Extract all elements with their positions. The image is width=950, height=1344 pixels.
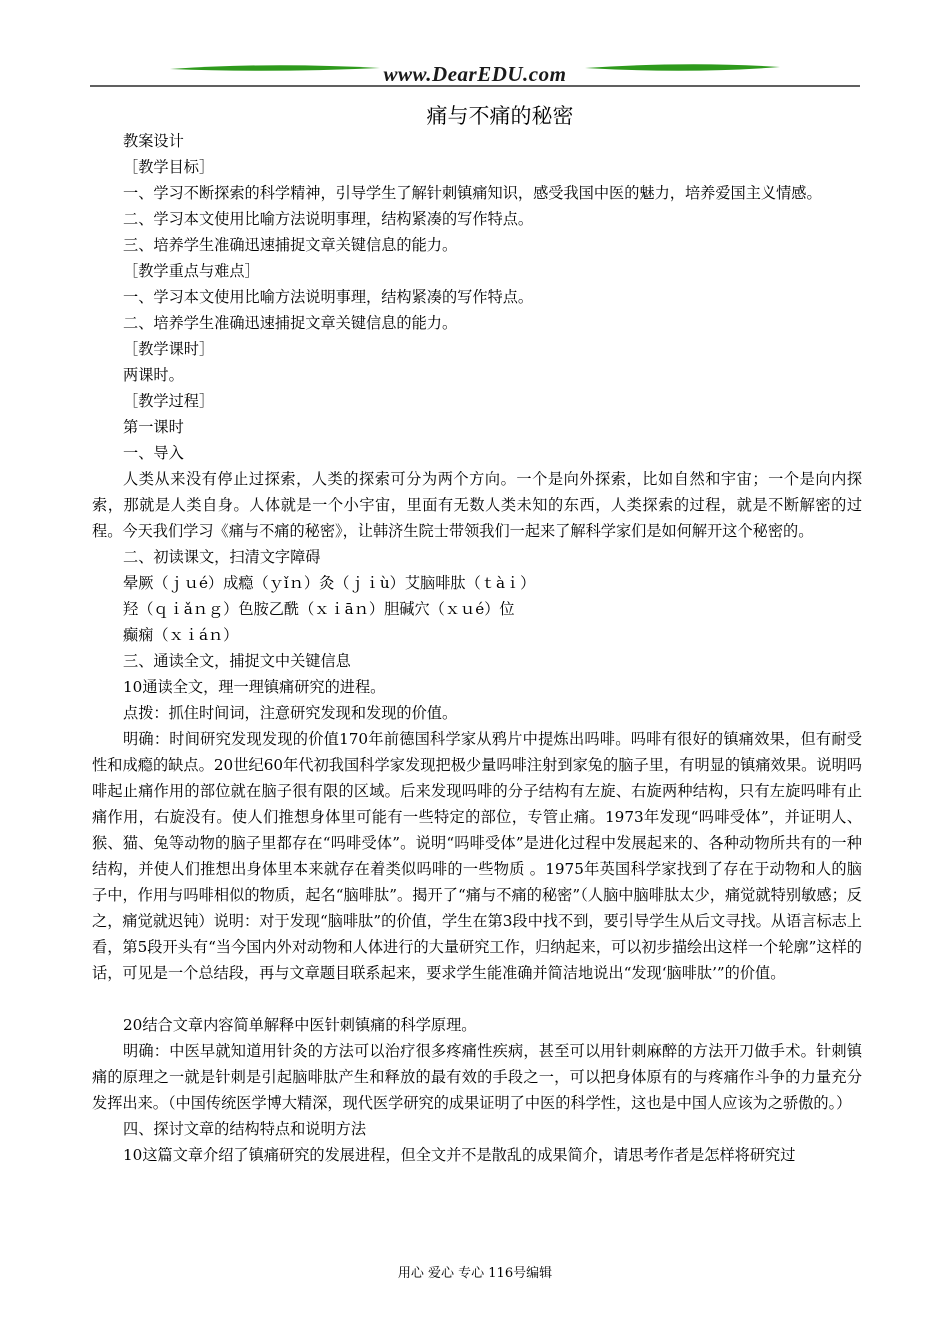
paragraph: 10这篇文章介绍了镇痛研究的发展进程，但全文并不是散乱的成果简介，请思考作者是怎样将研究过 bbox=[123, 1146, 796, 1164]
paragraph: 20结合文章内容简单解释中医针刺镇痛的科学原理。 bbox=[123, 1016, 477, 1034]
paragraph: ［教学课时］ bbox=[123, 340, 215, 358]
paragraph: 癫痫（ｘｉáｎ） bbox=[123, 626, 239, 644]
paragraph: 两课时。 bbox=[123, 366, 184, 384]
paragraph: ［教学重点与难点］ bbox=[123, 262, 260, 280]
paragraph: 人类从来没有停止过探索，人类的探索可分为两个方向。一个是向外探索，比如自然和宇宙；一个是向内探索，那就是人类自身。人体就是一个小宇宙，里面有无数人类未知的东西，人类探索的过程，就是不断解密的过程。今天我们学习《痛与不痛的秘密》，让韩济生院士带领我们一起来了解科学家们是如何解开这个秘密的。 bbox=[92, 470, 862, 540]
paragraph: 三、培养学生准确迅速捕捉文章关键信息的能力。 bbox=[123, 236, 458, 254]
paragraph: 明确：时间研究发现发现的价值170年前德国科学家从鸦片中提炼出吗啡。吗啡有很好的镇痛效果，但有耐受性和成瘾的缺点。20世纪60年代初我国科学家发现把极少量吗啡注射到家兔的脑子里，有明显的镇痛效果。说明吗啡起止痛作用的部位就在脑子很有限的区域。后来发现吗啡的分子结构有左旋、右旋两种结构，只有左旋吗啡有止痛作用，右旋没有。使人们推想身体里可能有一些特定的部位，专管止痛。1973年发现“吗啡受体”，并证明人、猴、猫、兔等动物的脑子里都存在“吗啡受体”。说明“吗啡受体”是进化过程中发展起来的、各种动物所共有的一种结构，并使人们推想出身体里本来就存在着类似吗啡的一些物质 。1975年英国科学家找到了存在于动物和人的脑子中，作用与吗啡相似的物质，起名“脑啡肽”。揭开了“痛与不痛的秘密”（人脑中脑啡肽太少，痛觉就特别敏感；反之，痛觉就迟钝）说明：对于发现“脑啡肽”的价值，学生在第3段中找不到，要引导学生从后文寻找。从语言标志上看，第5段开头有“当今国内外对动物和人体进行的大量研究工作，归纳起来，可以初步描绘出这样一个轮廓”这样的话，可见是一个总结段，再与文章题目联系起来，要求学生能准确并简洁地说出“发现‘脑啡肽’”的价值。 bbox=[92, 730, 862, 982]
page-title: 痛与不痛的秘密 bbox=[426, 104, 574, 128]
paragraph: ［教学过程］ bbox=[123, 392, 215, 410]
site-header bbox=[90, 58, 860, 90]
paragraph: 一、学习本文使用比喻方法说明事理，结构紧凑的写作特点。 bbox=[123, 288, 534, 306]
paragraph: ［教学目标］ bbox=[123, 158, 215, 176]
paragraph: 二、培养学生准确迅速捕捉文章关键信息的能力。 bbox=[123, 314, 458, 332]
paragraph: 点拨：抓住时间词，注意研究发现和发现的价值。 bbox=[123, 704, 458, 722]
paragraph: 晕厥（ｊｕé）成瘾（ｙǐｎ）灸（ｊｉù）艾脑啡肽（ｔàｉ） bbox=[123, 574, 536, 592]
paragraph: 明确：中医早就知道用针灸的方法可以治疗很多疼痛性疾病，甚至可以用针刺麻醉的方法开刀做手术。针刺镇痛的原理之一就是针刺是引起脑啡肽产生和释放的最有效的手段之一，可以把身体原有的与疼痛作斗争的力量充分发挥出来。（中国传统医学博大精深，现代医学研究的成果证明了中医的科学性，这也是中国人应该为之骄傲的。） bbox=[92, 1042, 862, 1112]
paragraph: 二、学习本文使用比喻方法说明事理，结构紧凑的写作特点。 bbox=[123, 210, 534, 228]
paragraph: 第一课时 bbox=[123, 418, 184, 436]
paragraph: 四、探讨文章的结构特点和说明方法 bbox=[123, 1120, 366, 1138]
paragraph: 二、初读课文，扫清文字障碍 bbox=[123, 548, 321, 566]
site-logo[interactable]: www.DearEDU.com bbox=[383, 62, 567, 86]
paragraph: 三、通读全文，捕捉文中关键信息 bbox=[123, 652, 351, 670]
paragraph: 一、学习不断探索的科学精神，引导学生了解针刺镇痛知识，感受我国中医的魅力，培养爱国主义情感。 bbox=[123, 184, 822, 202]
page-footer: 用心 爱心 专心 116号编辑 bbox=[397, 1266, 553, 1281]
paragraph: 羟（ｑｉǎｎｇ）色胺乙酰（ｘｉāｎ）胆碱穴（ｘｕé）位 bbox=[123, 600, 515, 618]
paragraph: 教案设计 bbox=[123, 132, 184, 150]
blank-line bbox=[92, 986, 862, 1012]
paragraph: 一、导入 bbox=[123, 444, 184, 462]
document-body bbox=[92, 128, 862, 1168]
paragraph: 10通读全文，理一理镇痛研究的进程。 bbox=[123, 678, 386, 696]
